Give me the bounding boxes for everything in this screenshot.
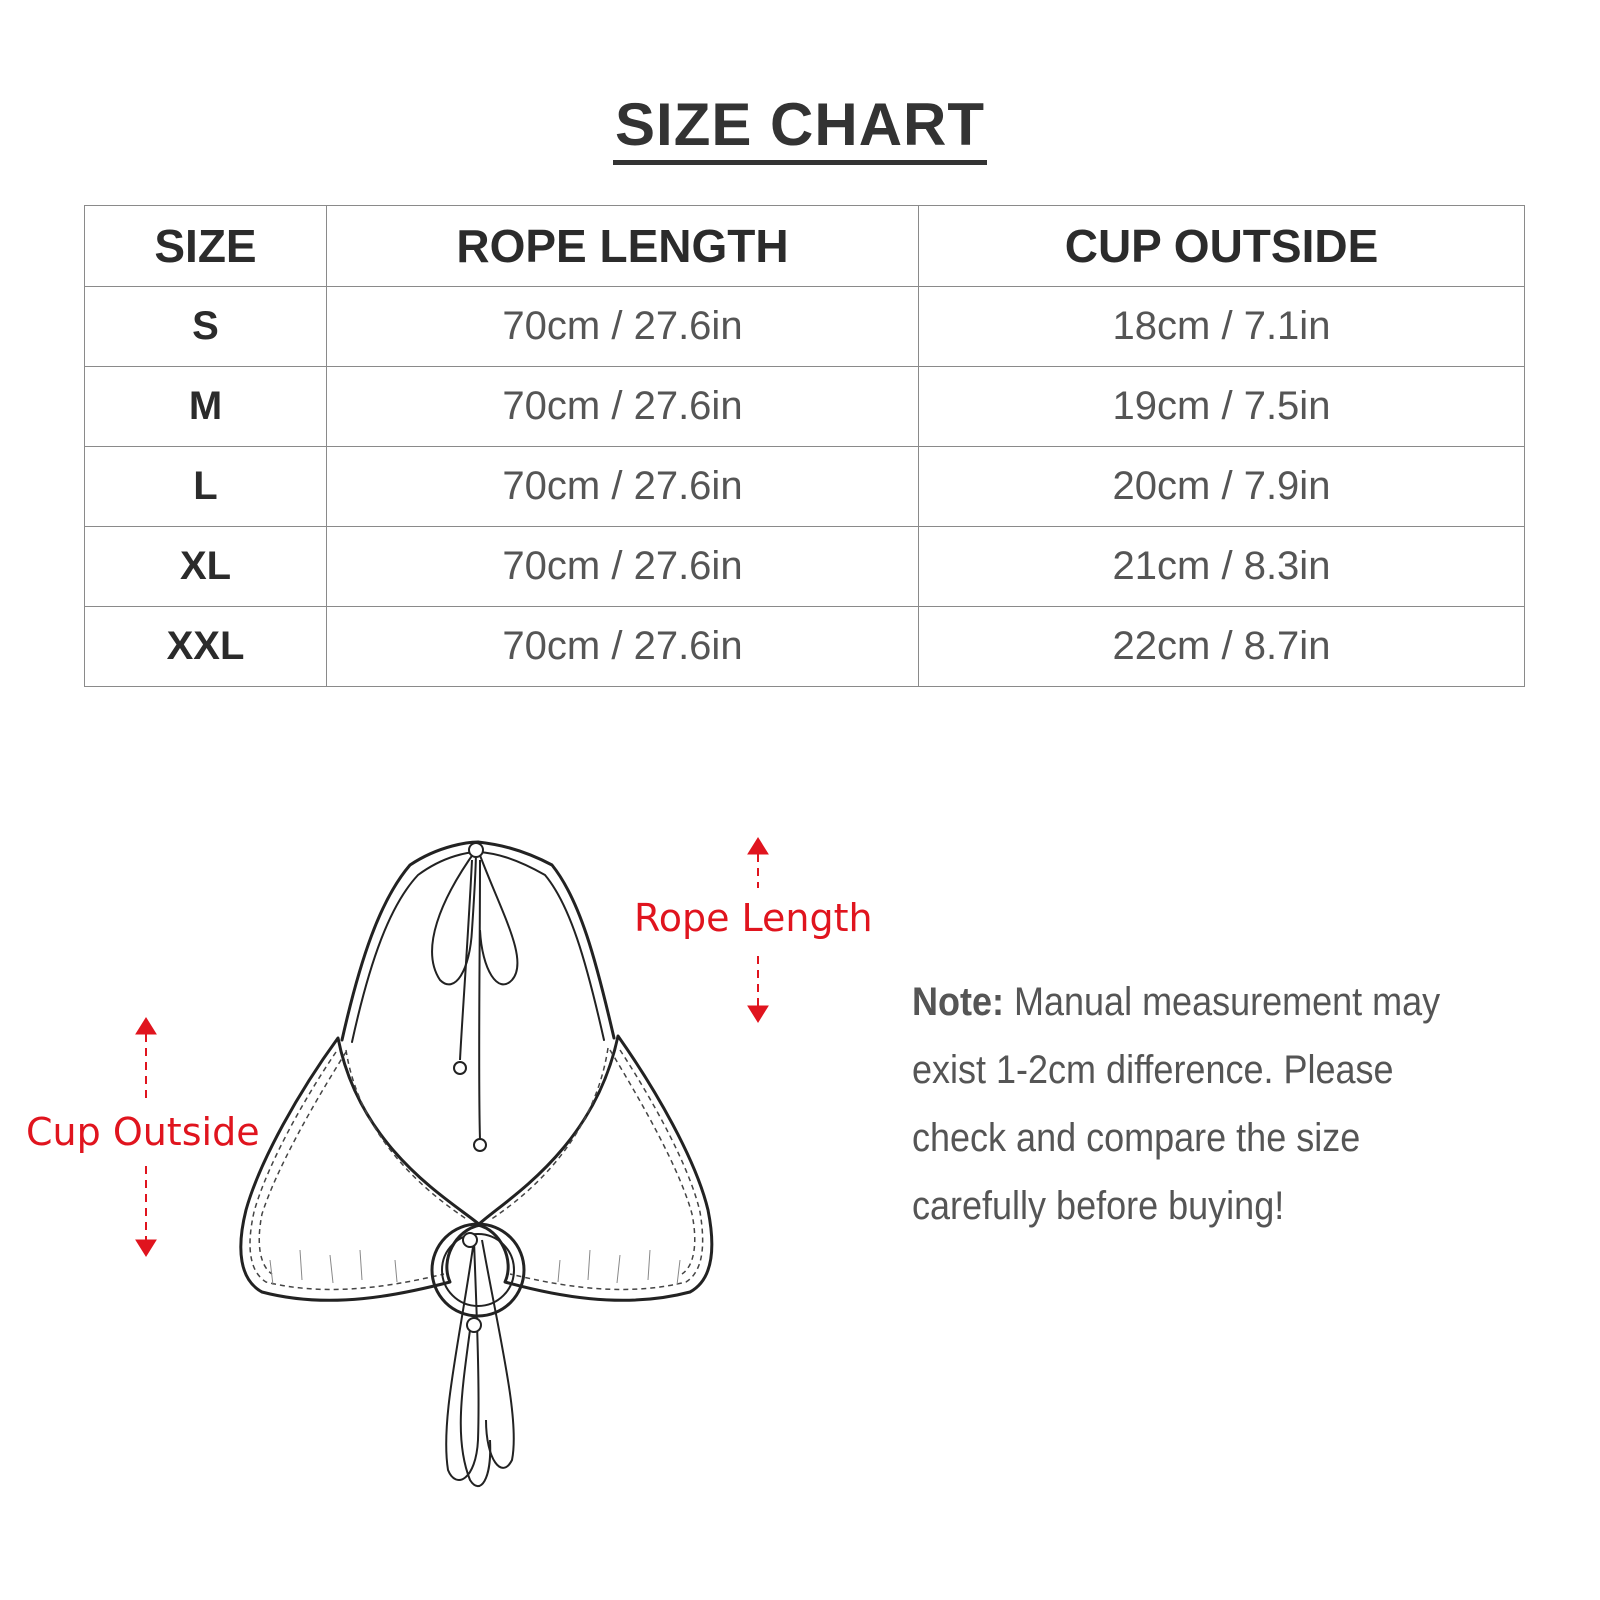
cup-outside-label: Cup Outside [26,1110,260,1154]
size-table [84,205,1525,687]
bikini-top-diagram [0,820,920,1540]
table-row [85,287,1525,367]
rope-length-cell: 70cm / 27.6in [327,447,919,527]
table-header-row [85,206,1525,287]
cup-outside-cell: 21cm / 8.3in [919,527,1525,607]
rope-length-cell: 70cm / 27.6in [327,607,919,687]
cup-outside-cell: 19cm / 7.5in [919,367,1525,447]
size-cell: L [85,447,327,527]
note-text: Manual measurement may exist 1-2cm difference. Please check and compare the size carefully before buying! [912,980,1441,1228]
size-cell: M [85,367,327,447]
note-paragraph [912,968,1488,1240]
rope-length-label: Rope Length [634,896,873,940]
header-size: SIZE [85,206,327,287]
header-rope-length: ROPE LENGTH [327,206,919,287]
rope-length-cell: 70cm / 27.6in [327,367,919,447]
cup-outside-cell: 20cm / 7.9in [919,447,1525,527]
size-cell: XXL [85,607,327,687]
rope-length-cell: 70cm / 27.6in [327,287,919,367]
cup-outside-cell: 18cm / 7.1in [919,287,1525,367]
note-label: Note: [912,980,1004,1024]
size-chart-title [0,90,1600,159]
table-row [85,607,1525,687]
header-cup-outside: CUP OUTSIDE [919,206,1525,287]
size-cell: S [85,287,327,367]
table-row [85,527,1525,607]
table-row [85,367,1525,447]
rope-length-cell: 70cm / 27.6in [327,527,919,607]
table-row [85,447,1525,527]
cup-outside-cell: 22cm / 8.7in [919,607,1525,687]
page-title: SIZE CHART [613,91,987,165]
size-cell: XL [85,527,327,607]
